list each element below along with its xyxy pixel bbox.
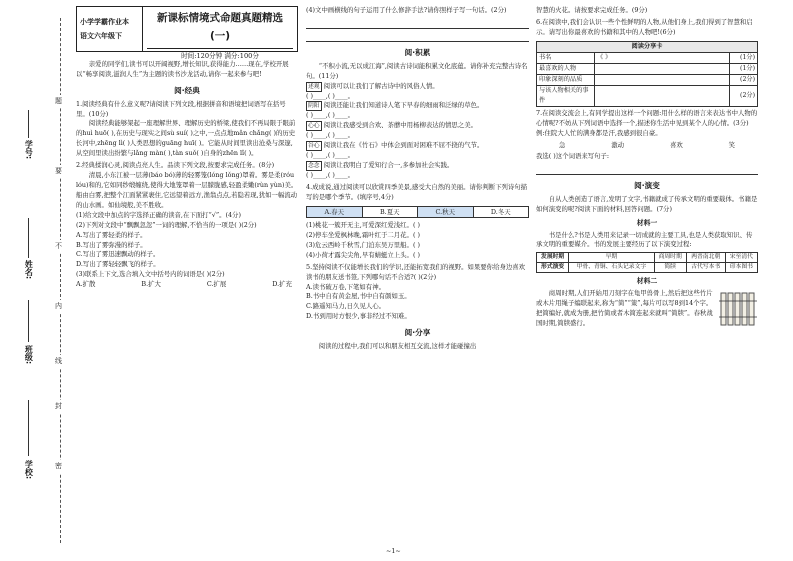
share-points: (1分)	[730, 52, 758, 63]
season-options	[306, 206, 529, 218]
brand-line: 小学学霸作业本	[80, 18, 129, 26]
season-option[interactable]: B.夏天	[363, 207, 419, 217]
question-2-2: (2)下列对文段中“飘飘忽忽”一词的理解,不恰当的一项是( )(2分)	[76, 220, 257, 229]
tag: 心心	[308, 123, 320, 130]
question-6-intro: 阅读的过程中,我们可以和朋友相互交流,这样才能碰撞出	[318, 341, 477, 350]
evo-cell: 印本图书	[725, 263, 757, 273]
share-label: 书名	[537, 52, 595, 63]
section-heading: 阅·经典	[174, 85, 200, 95]
poem-line: 谷心 阅读让我在《竹石》中体会到面对困难不屈不挠的气节。	[308, 141, 484, 150]
options-row	[76, 280, 298, 290]
option[interactable]: A.扩散	[76, 280, 96, 289]
question-2-4: (4)文中画横线的句子运用了什么修辞手法?请你照样子写一句话。(2分)	[306, 6, 507, 14]
share-card-title: 阅读分享卡	[537, 41, 758, 52]
section-heading: 阅·分享	[404, 328, 431, 338]
answer-line[interactable]	[306, 32, 529, 42]
class-label: 班级:	[24, 345, 34, 365]
name-label: 姓名:	[24, 260, 34, 280]
fill-blank[interactable]: ( )____,( )____。	[306, 151, 355, 160]
evolution-table	[536, 252, 758, 273]
poem-line: 念念 阅读让我明白了爱知行合一,多参加社会实践。	[308, 161, 454, 170]
share-row	[537, 85, 758, 106]
evo-head: 宋至清代	[725, 253, 757, 263]
option[interactable]: D.写出了雾轻轻飘飞的样子。	[76, 260, 160, 269]
cut-char: 要	[55, 165, 62, 178]
student-id-line[interactable]	[28, 110, 29, 138]
column-middle	[306, 6, 529, 352]
word-choice[interactable]: 笑	[728, 140, 736, 149]
question-7-example: 例:住院大人忙的满身都是汗,我感到很自豪。	[536, 128, 662, 137]
tag: 阴阳	[308, 103, 320, 110]
option[interactable]: B.书中自有黄金屋,书中自有颜如玉。	[306, 292, 411, 301]
share-row	[537, 74, 758, 85]
word-choice[interactable]: 激动	[611, 140, 625, 149]
evo-cell: 形式演变	[537, 263, 569, 273]
question-7: 7.在阅读交流会上,有同学提出这样一个问题:用什么样的语言来表达书中人物的心情呢?不妨从下列词语中选择一个,描述你生活中见到某个人的心情。(3分)	[536, 108, 758, 127]
page-number: ~1~	[386, 547, 401, 555]
section-heading: 阅·演变	[634, 181, 660, 191]
question-2: 2.经典揉润心灵,阅读点亮人生。品读下列文段,按要求完成任务。(8分)	[76, 161, 275, 170]
bamboo-slips-illustration	[718, 289, 758, 329]
share-points: (1分)	[730, 63, 758, 74]
cut-char: 不	[55, 240, 62, 253]
evo-head: 发展时期	[537, 253, 569, 263]
poem-line: 心心 阅读让我感受到合欢、茶蘼中用杨柳表达的情思之美。	[308, 121, 477, 130]
brand-box	[77, 7, 143, 51]
season-option[interactable]: C.秋天	[418, 207, 474, 217]
exam-title: 新课标情境式命题真题精选(一)	[157, 12, 283, 42]
cut-char: 题	[55, 95, 62, 108]
evo-cell: 古代写本书	[686, 263, 725, 273]
poem-line: 阴阳 阅读还能让我们知道诗人笔下早春的细雨和泛绿的草色。	[308, 101, 484, 110]
evo-head: 商周时期	[654, 253, 686, 263]
share-points: (2分)	[730, 74, 758, 85]
option[interactable]: D.扩充	[272, 280, 292, 289]
poem-item[interactable]: (2)停车坐爱枫林晚,霜叶红于二月花。( )	[306, 230, 420, 239]
question-2-1: (1)给文段中加点的字选择正确的读音,在下面打“√”。(4分)	[76, 210, 241, 219]
exam-meta: 时间:120分钟 满分:100分	[147, 48, 293, 61]
cut-char: 线	[55, 355, 62, 368]
option[interactable]: C.路遥知马力,日久见人心。	[306, 302, 386, 311]
evo-cell: 简牍	[654, 263, 686, 273]
season-option[interactable]: D.冬天	[490, 207, 511, 216]
option[interactable]: C.写出了雾迅速飘动的样子。	[76, 250, 160, 259]
column-right	[536, 6, 758, 329]
question-3: “不积小流,无以成江海”,阅读古诗词能积累文化底蕴。请你补充完整古诗名句。(11分)	[306, 61, 528, 80]
material-2-text: 商周时期,人们开始用刀刻字在龟甲兽骨上,然后把这些竹片或木片用绳子编联起来,称为“简”“策”,每片可以写8到14个字。把简编好,就成为册,把竹简或者木简连起来就叫“简牍”。春秋战国时期,简牍盛行。	[536, 288, 713, 327]
fill-blank[interactable]: ( )____,( )____。	[306, 131, 355, 140]
question-4: 4.成成说,通过阅读可以欣赏四季美景,感受大自然的美丽。请你判断下列诗句描写的是哪个季节。(填序号,4分)	[306, 183, 528, 202]
option[interactable]: B.扩大	[141, 280, 161, 289]
material-2-heading: 材料二	[636, 277, 658, 286]
question-2-text: 清晨,小东江被一层薄(báo bó)薄的轻雾笼(lóng lǒng)罩着。雾是柔(róu lóu)和的,它如同纱缎缠绕,使得大地笼罩着一层朦胧感,轻盈柔嫩(rùn yùn)美。船由白雾,把整个江面紧紧裹住,它远望着远方,渔翁点点,若隐若现,犹如一幅流动的山水画。如仙境般,美不胜收。	[76, 171, 298, 209]
evo-cell: 甲骨、青铜、石头记录文字	[569, 263, 654, 273]
column-left	[76, 6, 298, 290]
cut-char: 密	[55, 460, 62, 473]
material-1-heading: 材料一	[636, 218, 658, 227]
fill-blank[interactable]: ( )____,( )____。	[306, 91, 355, 100]
share-card	[536, 41, 758, 107]
word-choice[interactable]: 急	[558, 140, 566, 149]
option[interactable]: D.书到用时方恨少,事非经过不知难。	[306, 312, 411, 321]
word-choice[interactable]: 喜欢	[669, 140, 683, 149]
fill-blank[interactable]: ( )____,( )____。	[306, 171, 355, 180]
share-row	[537, 52, 758, 63]
option[interactable]: A.写出了雾轻柔的样子。	[76, 230, 147, 239]
tag: 述观	[308, 83, 320, 90]
cut-char: 内	[55, 300, 62, 313]
share-label: 与该人物相关的事件	[537, 85, 595, 106]
grade-line: 语文六年级下	[80, 32, 122, 40]
question-1-text: 阅读经典能够架起一座理解世界、理解历史的桥梁,使我们不再局限于眼前的huì huō( ),在历史与现实之间sù suí( )之中,一点点地mǎn chǎng( )的历史长河中,zhēng lì( )人类思想的guāng huī( )。它能从时间里读出沧桑与深邃,从空间里读出纷繁与lǎng màn( ),tàn suǒ( )自身的zhēn lǐ( )。	[76, 119, 296, 158]
share-input[interactable]	[595, 74, 730, 85]
poem-item[interactable]: (4)小荷才露尖尖角,早有蜻蜓立上头。( )	[306, 250, 420, 259]
evo-head: 早期	[569, 253, 654, 263]
intro-text: 亲爱的同学们,读书可以开阔视野,增长知识,获得能力……现在,学校开展以“畅享阅读,滋润人生”为主题的读书沙龙活动,请你一起来参与吧!	[76, 60, 289, 78]
question-2-3: (3)联系上下文,选合填入文中括号内的词语是( )(2分)	[76, 270, 225, 279]
answer-line[interactable]	[306, 19, 529, 29]
evo-head: 两晋南北朝	[686, 253, 725, 263]
tag: 念念	[308, 163, 320, 170]
exam-header	[76, 6, 298, 60]
share-input[interactable]	[595, 85, 730, 106]
class-line[interactable]	[28, 300, 29, 342]
poem-item[interactable]: (1)桃花一簇开无主,可爱深红爱浅红。( )	[306, 220, 420, 229]
word-choices	[536, 141, 758, 151]
share-input[interactable]	[595, 63, 730, 74]
poem-item[interactable]: (3)危云西岭千秋雪,门泊东吴万里船。( )	[306, 240, 420, 249]
school-line[interactable]	[28, 400, 29, 456]
share-label: 印象深刻的品质	[537, 74, 595, 85]
evolution-intro: 自从人类创造了语言,发明了文字,书籍就成了传承文明的重要载体。书籍是如何演变的呢?阅读下面的材料,回答问题。(7分)	[536, 195, 758, 214]
section-heading: 阅·积累	[404, 47, 431, 57]
question-7-choose: 我选( )这个词语来写句子:	[536, 152, 610, 161]
material-1-text: 书是什么?书是人类用来记录一切成就的主要工具,也是人类获取知识、传承文明的重要媒介。书的发展主要经历了以下演变过程:	[536, 230, 753, 249]
question-6: 6.在阅读中,我们会认识一些个性鲜明的人物,从他们身上,我们得到了智慧和启示。请写出你最喜欢的书籍和其中的人物吧!(6分)	[536, 17, 753, 36]
option[interactable]: C.扩展	[206, 280, 227, 289]
option[interactable]: B.写出了雾弥漫的样子。	[76, 240, 147, 249]
share-points: (2分)	[730, 85, 758, 106]
fill-blank[interactable]: ( )____,( )____。	[306, 111, 355, 120]
question-1: 1.阅读经典有什么意义呢?请阅读下列文段,根据拼音和语境把词语写在括号里。(10分)	[76, 99, 286, 118]
question-6-intro-cont: 智慧的火花。请按要求完成任务。(9分)	[536, 6, 648, 14]
share-input[interactable]: 《 》	[595, 52, 730, 63]
answer-line[interactable]	[536, 165, 758, 175]
tag: 谷心	[308, 143, 320, 150]
student-id-label: 学号:	[24, 140, 34, 160]
cut-char: 封	[55, 400, 62, 413]
name-line[interactable]	[28, 218, 29, 258]
poem-line: 述观 阅读可以让我们了解古诗中的风俗人情。	[308, 81, 439, 90]
school-label: 学校:	[24, 460, 34, 480]
share-label: 最喜欢的人物	[537, 63, 595, 74]
option[interactable]: A.读书破万卷,下笔如有神。	[306, 282, 385, 291]
season-option[interactable]: A.春天	[307, 207, 363, 217]
question-5: 5.坚持阅读不仅能增长我们的学识,还能拓宽我们的视野。如果要你给身边喜欢读书的朋友送书签,下列哪句话不合适?( )(2分)	[306, 262, 526, 281]
share-row	[537, 63, 758, 74]
